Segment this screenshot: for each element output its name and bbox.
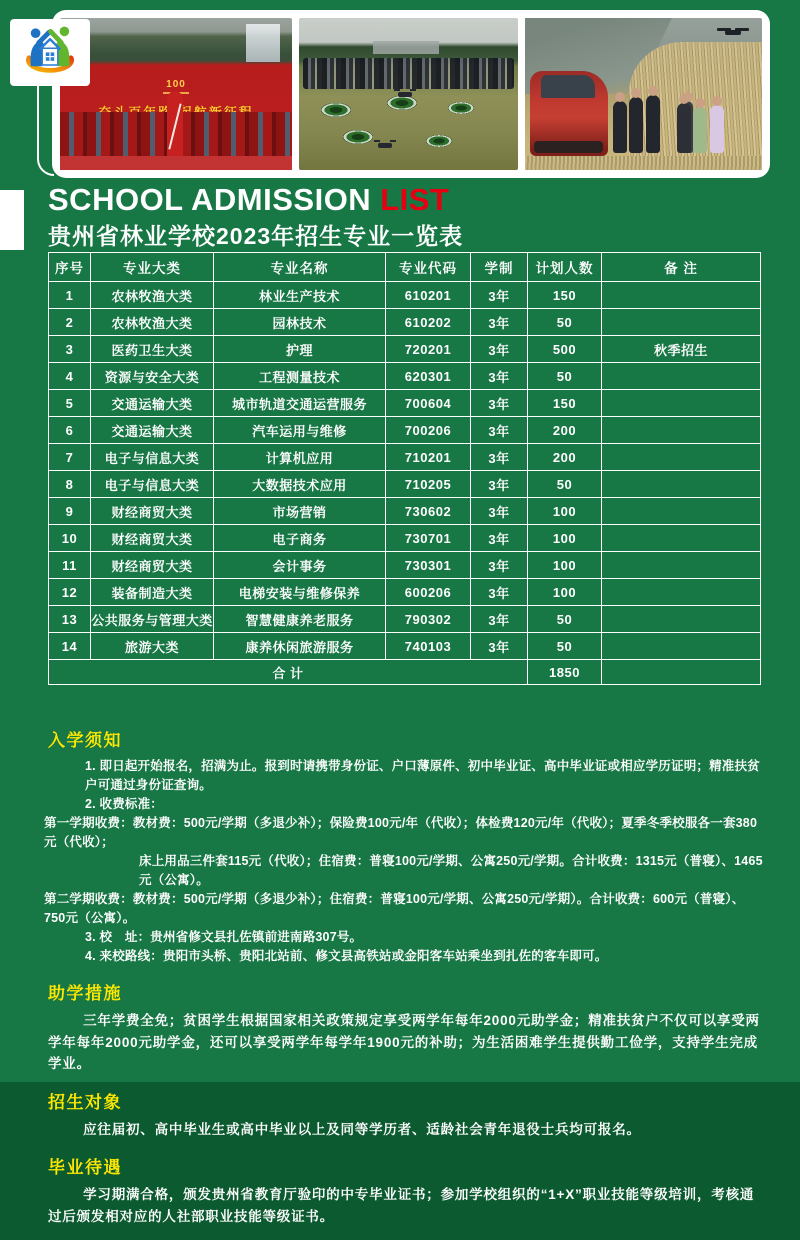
grass-foreground xyxy=(525,156,762,170)
table-cell: 护理 xyxy=(214,336,386,363)
section-line: 学习期满合格，颁发贵州省教育厅验印的中专毕业证书；参加学校组织的“1+X”职业技能等级培训，考核通过后颁发相对应的人社部职业技能等级证书。 xyxy=(48,1187,755,1224)
section-heading: 助学措施 xyxy=(48,984,122,1003)
students-row xyxy=(303,58,513,90)
table-cell: 3年 xyxy=(471,633,528,660)
col-header-major: 专业名称 xyxy=(214,253,386,282)
table-row xyxy=(49,390,761,417)
table-cell: 200 xyxy=(528,444,602,471)
table-cell: 13 xyxy=(49,606,91,633)
table-row xyxy=(49,336,761,363)
table-cell: 秋季招生 xyxy=(602,336,761,363)
table-cell: 600206 xyxy=(386,579,471,606)
left-edge-tab xyxy=(0,190,24,250)
table-row xyxy=(49,552,761,579)
table-cell: 电子商务 xyxy=(214,525,386,552)
admission-table xyxy=(48,252,761,685)
section-line: 床上用品三件套115元（代收）；住宿费：普寝100元/学期、公寓250元/学期。合计收费：1315元（普寝）、1465元（公寓）。 xyxy=(139,854,763,887)
section-heading: 招生对象 xyxy=(48,1092,122,1112)
table-cell: 730301 xyxy=(386,552,471,579)
section-line: 应往届初、高中毕业生或高中毕业以上及同等学历者、适龄社会青年退役士兵均可报名。 xyxy=(83,1121,641,1137)
table-cell: 710205 xyxy=(386,471,471,498)
table-cell: 700604 xyxy=(386,390,471,417)
table-cell: 城市轨道交通运营服务 xyxy=(214,390,386,417)
admission-table-body xyxy=(49,282,761,685)
table-cell: 3年 xyxy=(471,309,528,336)
table-cell: 3年 xyxy=(471,579,528,606)
stage-100-badge: 100 xyxy=(163,80,189,94)
table-cell: 14 xyxy=(49,633,91,660)
table-cell: 500 xyxy=(528,336,602,363)
col-header-duration: 学制 xyxy=(471,253,528,282)
table-cell: 3 xyxy=(49,336,91,363)
table-cell: 730701 xyxy=(386,525,471,552)
table-cell: 10 xyxy=(49,525,91,552)
table-cell: 3年 xyxy=(471,363,528,390)
table-cell: 电梯安装与维修保养 xyxy=(214,579,386,606)
table-cell: 农林牧渔大类 xyxy=(91,309,214,336)
table-row xyxy=(49,363,761,390)
table-cell xyxy=(602,309,761,336)
student-figure xyxy=(693,107,707,153)
col-header-note: 备 注 xyxy=(602,253,761,282)
page-title-en xyxy=(48,182,449,218)
table-cell: 6 xyxy=(49,417,91,444)
table-cell: 50 xyxy=(528,363,602,390)
table-cell: 100 xyxy=(528,498,602,525)
table-cell: 交通运输大类 xyxy=(91,390,214,417)
table-cell: 150 xyxy=(528,390,602,417)
section-line: 4. 来校路线：贵阳市头桥、贵阳北站前、修文县高铁站或金阳客车站乘坐到扎佐的客车即可。 xyxy=(85,949,608,963)
table-cell xyxy=(602,633,761,660)
lead-performer xyxy=(167,91,183,158)
total-note-cell xyxy=(602,660,761,685)
section-line: 三年学费全免；贫困学生根据国家相关政策规定享受两学年每年2000元助学金；精准扶贫户不仅可以享受两学年每年2000元助学金，还可以享受两学年每学年1900元的补助；为生活困难学生提供勤工俭学，支持学生完成学业。 xyxy=(48,1013,760,1071)
table-cell: 1 xyxy=(49,282,91,309)
col-header-planned: 计划人数 xyxy=(528,253,602,282)
table-cell: 农林牧渔大类 xyxy=(91,282,214,309)
table-cell: 3年 xyxy=(471,417,528,444)
student-figure xyxy=(710,105,724,153)
table-row xyxy=(49,471,761,498)
table-cell: 790302 xyxy=(386,606,471,633)
page-title-zh: 贵州省林业学校2023年招生专业一览表 xyxy=(48,223,464,249)
section-heading: 入学须知 xyxy=(48,731,122,750)
table-row xyxy=(49,525,761,552)
info-sections xyxy=(44,726,764,1240)
title-en-accent: LIST xyxy=(380,182,450,217)
table-cell: 园林技术 xyxy=(214,309,386,336)
table-cell: 50 xyxy=(528,471,602,498)
red-suv xyxy=(530,71,608,156)
total-value: 1850 xyxy=(528,660,602,685)
section-line: 第一学期收费：教材费：500元/学期（多退少补）；保险费100元/年（代收）；体检费120元/年（代收）；夏季冬季校服各一套380元（代收）； xyxy=(44,816,758,849)
info-section xyxy=(48,1088,764,1141)
table-row xyxy=(49,606,761,633)
table-cell: 计算机应用 xyxy=(214,444,386,471)
drone-landing-pad xyxy=(448,102,474,114)
table-cell: 9 xyxy=(49,498,91,525)
section-heading: 毕业待遇 xyxy=(48,1158,122,1177)
drone-landing-pad xyxy=(387,96,417,110)
table-cell xyxy=(602,606,761,633)
table-cell: 大数据技术应用 xyxy=(214,471,386,498)
table-cell: 50 xyxy=(528,309,602,336)
info-section xyxy=(44,726,764,966)
photo-drone-field-training xyxy=(299,18,518,170)
table-cell: 3年 xyxy=(471,444,528,471)
student-figure xyxy=(629,97,643,153)
col-header-category: 专业大类 xyxy=(91,253,214,282)
table-cell xyxy=(602,282,761,309)
table-cell: 50 xyxy=(528,633,602,660)
photo-outdoor-drone-lesson xyxy=(525,18,762,170)
section-line: 第二学期收费：教材费：500元/学期（多退少补）；住宿费：普寝100元/学期、公寓250元/学期）。合计收费：600元（普寝）、750元（公寓）。 xyxy=(44,892,745,925)
table-cell: 会计事务 xyxy=(214,552,386,579)
table-cell: 7 xyxy=(49,444,91,471)
table-cell: 100 xyxy=(528,579,602,606)
table-cell: 汽车运用与维修 xyxy=(214,417,386,444)
table-cell: 3年 xyxy=(471,606,528,633)
table-cell: 3年 xyxy=(471,525,528,552)
table-cell: 财经商贸大类 xyxy=(91,498,214,525)
table-cell: 100 xyxy=(528,552,602,579)
school-logo-icon xyxy=(17,23,83,83)
table-cell xyxy=(602,471,761,498)
table-cell: 康养休闲旅游服务 xyxy=(214,633,386,660)
table-cell: 8 xyxy=(49,471,91,498)
table-cell: 财经商贸大类 xyxy=(91,552,214,579)
building-silhouette xyxy=(246,24,281,62)
table-cell: 5 xyxy=(49,390,91,417)
drone-icon xyxy=(378,143,392,148)
drone-landing-pad xyxy=(321,103,351,117)
school-logo xyxy=(10,19,90,86)
table-cell xyxy=(602,417,761,444)
table-cell: 装备制造大类 xyxy=(91,579,214,606)
info-section xyxy=(48,1153,764,1227)
table-cell: 740103 xyxy=(386,633,471,660)
table-cell: 交通运输大类 xyxy=(91,417,214,444)
table-cell: 3年 xyxy=(471,390,528,417)
table-cell: 3年 xyxy=(471,552,528,579)
table-row xyxy=(49,444,761,471)
table-cell: 620301 xyxy=(386,363,471,390)
table-cell xyxy=(602,525,761,552)
table-cell: 医药卫生大类 xyxy=(91,336,214,363)
table-row xyxy=(49,309,761,336)
table-row xyxy=(49,498,761,525)
col-header-index: 序号 xyxy=(49,253,91,282)
building-silhouette xyxy=(373,41,439,55)
student-figure xyxy=(646,95,660,153)
table-cell: 4 xyxy=(49,363,91,390)
photo-stage-performance xyxy=(60,18,292,170)
stage-floor xyxy=(60,156,292,170)
table-row xyxy=(49,633,761,660)
table-cell: 3年 xyxy=(471,282,528,309)
table-cell: 电子与信息大类 xyxy=(91,444,214,471)
table-cell: 200 xyxy=(528,417,602,444)
drone-landing-pad xyxy=(426,135,452,147)
table-header-row xyxy=(49,253,761,282)
table-cell: 100 xyxy=(528,525,602,552)
table-cell: 公共服务与管理大类 xyxy=(91,606,214,633)
drone-landing-pad xyxy=(343,130,373,144)
table-cell: 财经商贸大类 xyxy=(91,525,214,552)
decorative-corner-line xyxy=(37,82,54,176)
table-cell: 3年 xyxy=(471,471,528,498)
table-cell xyxy=(602,390,761,417)
title-en-main: SCHOOL ADMISSION xyxy=(48,182,372,217)
table-cell: 旅游大类 xyxy=(91,633,214,660)
table-cell: 电子与信息大类 xyxy=(91,471,214,498)
table-cell: 林业生产技术 xyxy=(214,282,386,309)
table-cell: 市场营销 xyxy=(214,498,386,525)
table-cell: 12 xyxy=(49,579,91,606)
table-cell: 3年 xyxy=(471,336,528,363)
section-line: 3. 校 址：贵州省修文县扎佐镇前进南路307号。 xyxy=(85,930,363,944)
table-cell: 700206 xyxy=(386,417,471,444)
table-cell: 150 xyxy=(528,282,602,309)
table-cell xyxy=(602,552,761,579)
table-cell: 3年 xyxy=(471,498,528,525)
table-cell: 11 xyxy=(49,552,91,579)
table-cell: 资源与安全大类 xyxy=(91,363,214,390)
table-cell: 50 xyxy=(528,606,602,633)
total-label: 合 计 xyxy=(49,660,528,685)
table-row xyxy=(49,417,761,444)
section-line: 1. 即日起开始报名，招满为止。报到时请携带身份证、户口薄原件、初中毕业证、高中毕业证或相应学历证明；精准扶贫户可通过身份证查询。 xyxy=(85,759,760,792)
drone-icon xyxy=(725,30,741,35)
table-cell xyxy=(602,444,761,471)
student-figure xyxy=(677,103,691,153)
table-row xyxy=(49,282,761,309)
photo-frame xyxy=(52,10,770,178)
drone-icon xyxy=(398,92,412,97)
table-cell xyxy=(602,498,761,525)
table-row xyxy=(49,579,761,606)
table-cell: 720201 xyxy=(386,336,471,363)
table-cell: 工程测量技术 xyxy=(214,363,386,390)
student-figure xyxy=(613,101,627,153)
table-cell: 智慧健康养老服务 xyxy=(214,606,386,633)
table-total-row xyxy=(49,660,761,685)
table-cell xyxy=(602,363,761,390)
table-cell: 610201 xyxy=(386,282,471,309)
col-header-code: 专业代码 xyxy=(386,253,471,282)
section-line: 2. 收费标准： xyxy=(85,797,163,811)
table-cell: 710201 xyxy=(386,444,471,471)
table-cell xyxy=(602,579,761,606)
info-section xyxy=(48,979,764,1075)
table-cell: 610202 xyxy=(386,309,471,336)
table-cell: 2 xyxy=(49,309,91,336)
table-cell: 730602 xyxy=(386,498,471,525)
